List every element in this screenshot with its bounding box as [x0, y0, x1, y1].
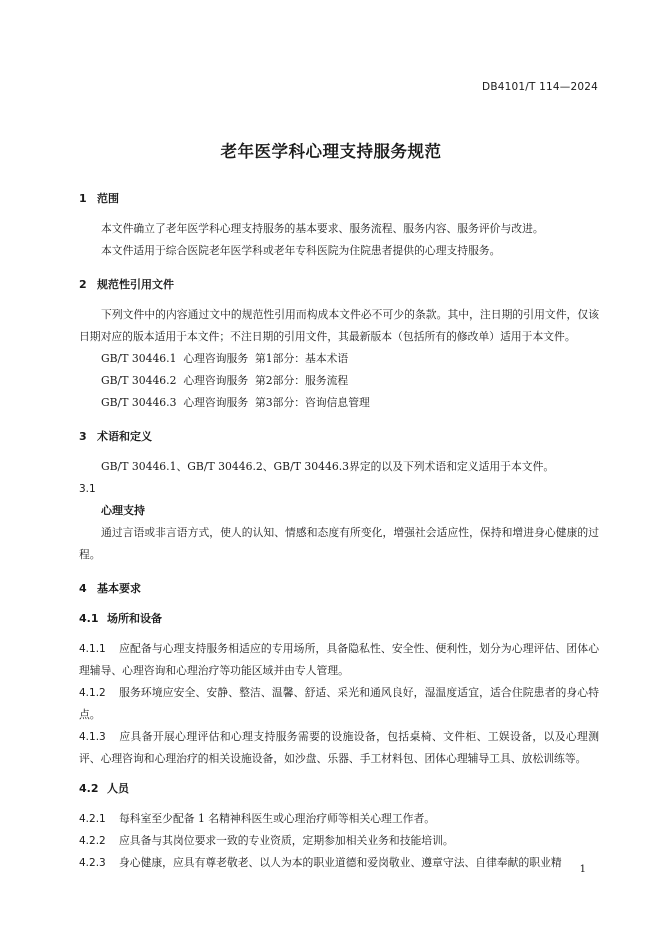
clause-number: 4.1.3 [79, 731, 106, 743]
clause [79, 830, 599, 852]
subsection-title: 人员 [107, 782, 129, 795]
clause-number: 4.1.2 [79, 687, 106, 699]
document-body [79, 188, 599, 874]
clause-text: 应配备与心理支持服务相适应的专用场所，具备隐私性、安全性、便利性，划分为心理评估、团体心理辅导、心理咨询和心理治疗等功能区域并由专人管理。 [79, 642, 599, 677]
term-name: 心理支持 [101, 504, 145, 517]
section-title: 术语和定义 [97, 430, 152, 443]
clause-number: 4.2.3 [79, 857, 106, 869]
term-number: 3.1 [79, 483, 96, 495]
subsection-heading-facilities [79, 608, 599, 630]
section-number: 3 [79, 430, 87, 443]
subsection-number: 4.2 [79, 782, 99, 795]
paragraph: 本文件适用于综合医院老年医学科或老年专科医院为住院患者提供的心理支持服务。 [101, 244, 501, 257]
paragraph: 本文件确立了老年医学科心理支持服务的基本要求、服务流程、服务内容、服务评价与改进。 [101, 222, 544, 235]
subsection-heading-personnel [79, 778, 599, 800]
clause-text: 每科室至少配备 1 名精神科医生或心理治疗师等相关心理工作者。 [119, 812, 436, 825]
section-number: 2 [79, 278, 87, 291]
clause-text: 身心健康，应具有尊老敬老、以人为本的职业道德和爱岗敬业、遵章守法、自律奉献的职业精 [119, 856, 562, 869]
document-title: 老年医学科心理支持服务规范 [220, 142, 442, 161]
clause [79, 852, 599, 874]
subsection-number: 4.1 [79, 612, 99, 625]
clause [79, 808, 599, 830]
section-title: 范围 [97, 192, 119, 205]
clause-number: 4.2.1 [79, 813, 106, 825]
subsection-title: 场所和设备 [107, 612, 162, 625]
clause [79, 726, 599, 770]
section-number: 4 [79, 582, 87, 595]
document-number: DB4101/T 114—2024 [482, 81, 598, 93]
term-definition: 通过言语或非言语方式，使人的认知、情感和态度有所变化，增强社会适应性，保持和增进身心健康的过程。 [79, 526, 599, 561]
section-number: 1 [79, 192, 87, 205]
clause-text: 应具备开展心理评估和心理支持服务需要的设施设备，包括桌椅、文件柜、工娱设备，以及心理测评、心理咨询和心理治疗的相关设施设备，如沙盘、乐器、手工材料包、团体心理辅导工具、放松训练等。 [79, 730, 599, 765]
reference-item: GB/T 30446.3 心理咨询服务 第3部分：咨询信息管理 [101, 396, 370, 409]
paragraph: 下列文件中的内容通过文中的规范性引用而构成本文件必不可少的条款。其中，注日期的引用文件，仅该日期对应的版本适用于本文件；不注日期的引用文件，其最新版本（包括所有的修改单）适用于本文件。 [79, 308, 599, 343]
section-heading-basic-requirements [79, 578, 599, 600]
section-title: 基本要求 [97, 582, 141, 595]
clause [79, 638, 599, 682]
clause-number: 4.1.1 [79, 643, 106, 655]
page-number: 1 [579, 864, 586, 875]
reference-item: GB/T 30446.2 心理咨询服务 第2部分：服务流程 [101, 374, 349, 387]
reference-item: GB/T 30446.1 心理咨询服务 第1部分：基本术语 [101, 352, 349, 365]
paragraph: GB/T 30446.1、GB/T 30446.2、GB/T 30446.3界定的以及下列术语和定义适用于本文件。 [101, 460, 555, 473]
clause-text: 服务环境应安全、安静、整洁、温馨、舒适、采光和通风良好，湿温度适宜，适合住院患者的身心特点。 [79, 686, 599, 721]
section-title: 规范性引用文件 [97, 278, 174, 291]
clause [79, 682, 599, 726]
section-heading-normative-references [79, 274, 599, 296]
section-heading-scope [79, 188, 599, 210]
clause-text: 应具备与其岗位要求一致的专业资质，定期参加相关业务和技能培训。 [119, 834, 454, 847]
section-heading-terms [79, 426, 599, 448]
clause-number: 4.2.2 [79, 835, 106, 847]
